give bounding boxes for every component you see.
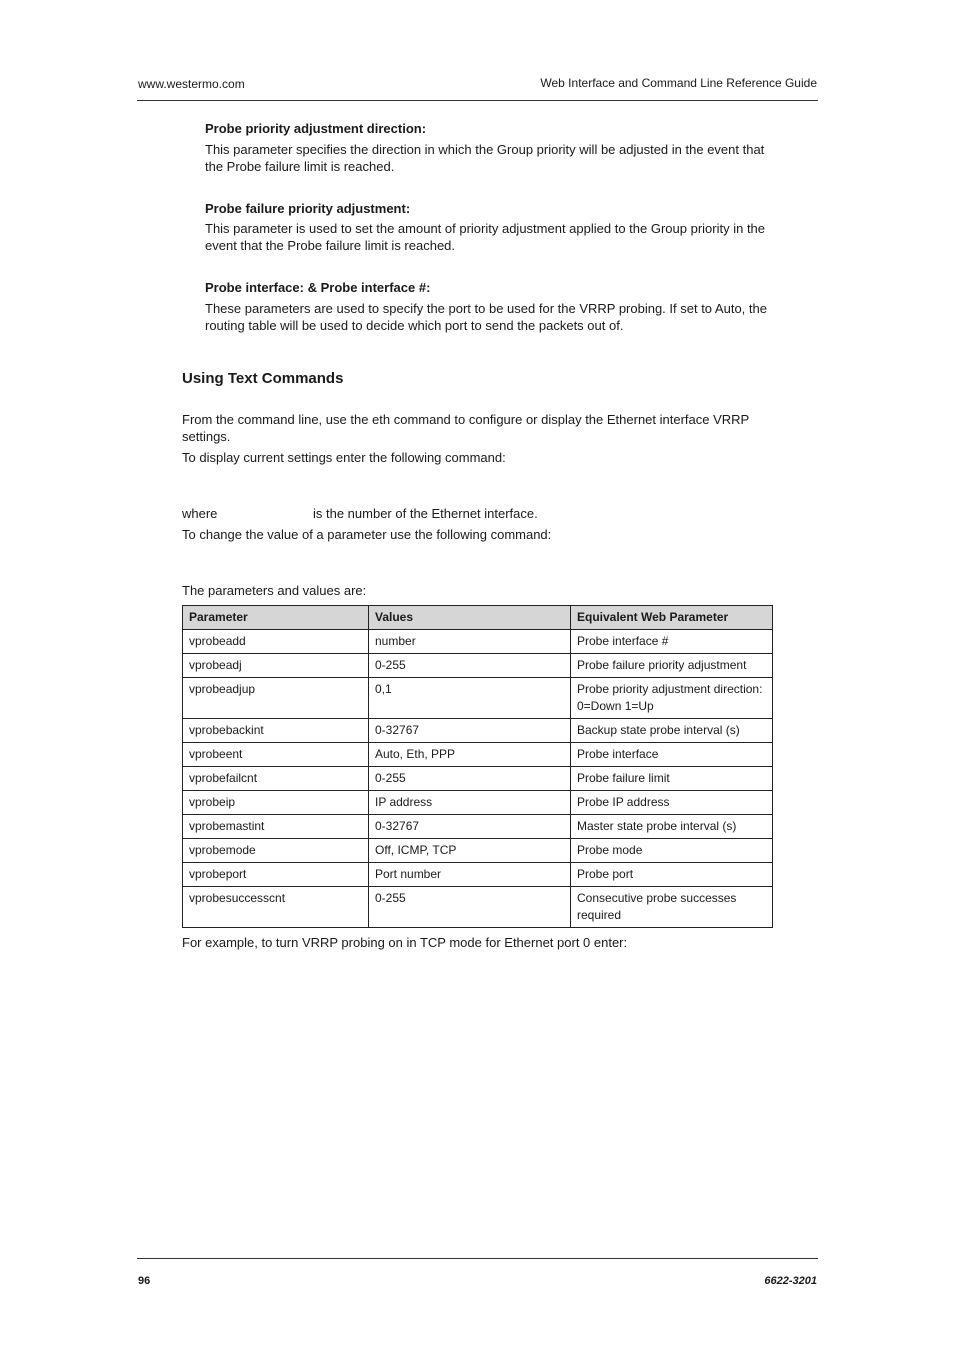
table-row [183,719,773,743]
table-row [183,815,773,839]
table-cell: 0-255 [369,887,571,928]
table-cell: 0-32767 [369,815,571,839]
table-cell: vprobeport [183,863,369,887]
table-cell: Master state probe interval (s) [571,815,773,839]
table-cell: vprobesuccesscnt [183,887,369,928]
table-cell: 0-32767 [369,719,571,743]
table-cell: vprobemastint [183,815,369,839]
section-body: This parameter specifies the direction in which the Group priority will be adjusted in the event that the Probe failure limit is reached. [205,142,765,174]
column-header: Values [369,606,571,630]
params-intro: The parameters and values are: [182,583,367,598]
example-instruction: For example, to turn VRRP probing on in TCP mode for Ethernet port 0 enter: [182,935,628,950]
table-cell: vprobefailcnt [183,767,369,791]
table-cell: vprobebackint [183,719,369,743]
table-row [183,791,773,815]
table-cell: Off, ICMP, TCP [369,839,571,863]
table-cell: Probe IP address [571,791,773,815]
section-title: Using Text Commands [182,370,344,387]
table-row [183,678,773,719]
table-cell: IP address [369,791,571,815]
table-cell: Port number [369,863,571,887]
table-cell: Probe priority adjustment direction: 0=Down 1=Up [571,678,773,719]
table-row [183,743,773,767]
table-cell: Probe interface # [571,630,773,654]
page-number: 96 [138,1275,151,1287]
where-label: where [182,506,218,521]
header-website: www.westermo.com [138,77,245,91]
table-cell: 0-255 [369,767,571,791]
display-instruction: To display current settings enter the following command: [182,450,506,465]
change-instruction: To change the value of a parameter use the following command: [182,527,552,542]
table-header-row [183,606,773,630]
table-cell: 0,1 [369,678,571,719]
footer-rule [137,1258,818,1259]
table-cell: vprobeadjup [183,678,369,719]
column-header: Equivalent Web Parameter [571,606,773,630]
table-cell: Consecutive probe successes required [571,887,773,928]
where-description: is the number of the Ethernet interface. [313,506,538,521]
parameters-table [182,605,773,928]
table-cell: Auto, Eth, PPP [369,743,571,767]
table-cell: vprobeent [183,743,369,767]
table-row [183,767,773,791]
table-cell: Backup state probe interval (s) [571,719,773,743]
section-body: This parameter is used to set the amount of priority adjustment applied to the Group priority in the event that the Probe failure limit is reached. [205,221,766,253]
section-body: These parameters are used to specify the port to be used for the VRRP probing. If set to Auto, the routing table will be used to decide which port to send the packets out of. [205,301,767,333]
header-guide-title: Web Interface and Command Line Reference Guide [540,76,817,90]
table-row [183,654,773,678]
table-cell: Probe mode [571,839,773,863]
table-cell: 0-255 [369,654,571,678]
section-heading: Probe priority adjustment direction: [205,121,427,136]
table-row [183,630,773,654]
section-heading: Probe interface: & Probe interface #: [205,280,431,295]
table-cell: vprobeadj [183,654,369,678]
header-rule [137,100,818,101]
section-heading: Probe failure priority adjustment: [205,201,411,216]
table-cell: Probe failure priority adjustment [571,654,773,678]
table-cell: Probe port [571,863,773,887]
document-number: 6622-3201 [764,1275,817,1287]
table-cell: vprobemode [183,839,369,863]
table-row [183,863,773,887]
intro-paragraph: From the command line, use the eth command to configure or display the Ethernet interface VRRP settings. [182,412,749,444]
table-cell: vprobeadd [183,630,369,654]
table-cell: number [369,630,571,654]
column-header: Parameter [183,606,369,630]
table-row [183,839,773,863]
table-row [183,887,773,928]
table-cell: Probe failure limit [571,767,773,791]
table-cell: vprobeip [183,791,369,815]
table-cell: Probe interface [571,743,773,767]
